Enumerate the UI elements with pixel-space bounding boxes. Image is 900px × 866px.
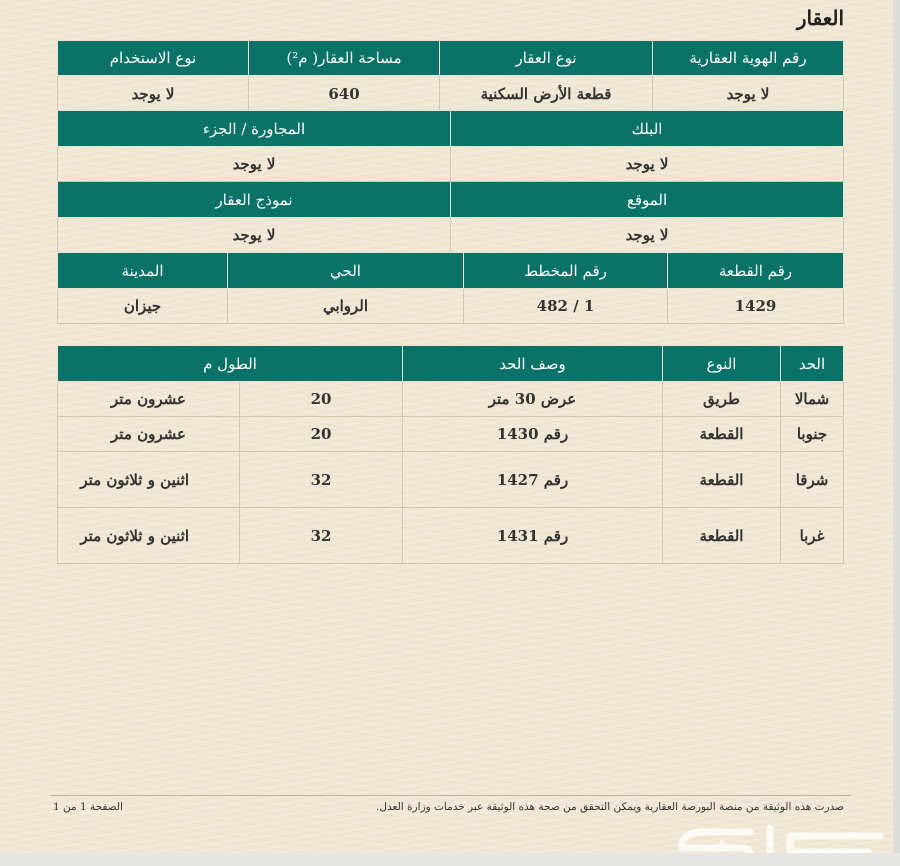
border-type: القطعة xyxy=(663,452,781,508)
table-row xyxy=(58,508,844,564)
page-number: الصفحة 1 من 1 xyxy=(53,801,123,813)
section-title: العقار xyxy=(796,6,844,30)
header-border-description: وصف الحد xyxy=(403,346,663,382)
border-length: 20 xyxy=(240,417,403,452)
border-type: القطعة xyxy=(663,417,781,452)
value-block: لا يوجد xyxy=(451,147,844,182)
property-table-row1 xyxy=(57,40,844,112)
border-length-text: اثنين و ثلاثون متر xyxy=(58,452,240,508)
header-plan-number: رقم المخطط xyxy=(464,253,668,289)
header-property-model: نموذج العقار xyxy=(58,182,451,218)
border-description: رقم 1431 xyxy=(403,508,663,564)
table-row xyxy=(58,417,844,452)
property-table-row2-3 xyxy=(57,110,844,253)
value-plot-number: 1429 xyxy=(668,289,844,324)
header-location: الموقع xyxy=(451,182,844,218)
header-border-type: النوع xyxy=(663,346,781,382)
border-type: القطعة xyxy=(663,508,781,564)
header-city: المدينة xyxy=(58,253,228,289)
value-location: لا يوجد xyxy=(451,218,844,253)
border-direction: شمالا xyxy=(781,382,844,417)
border-length-text: اثنين و ثلاثون متر xyxy=(58,508,240,564)
borders-table xyxy=(57,345,844,564)
header-plot-number: رقم القطعة xyxy=(668,253,844,289)
border-description: عرض 30 متر xyxy=(403,382,663,417)
border-description: رقم 1427 xyxy=(403,452,663,508)
border-direction: شرقا xyxy=(781,452,844,508)
border-direction: غربا xyxy=(781,508,844,564)
viewer-bottom-bar xyxy=(0,853,900,866)
header-usage-type: نوع الاستخدام xyxy=(58,41,249,76)
footer-divider xyxy=(50,795,851,796)
border-description: رقم 1430 xyxy=(403,417,663,452)
header-property-area: مساحة العقار( م²) xyxy=(249,41,440,76)
value-neighborhood-part: لا يوجد xyxy=(58,147,451,182)
border-length: 32 xyxy=(240,452,403,508)
border-length-text: عشرون متر xyxy=(58,417,240,452)
border-direction: جنوبا xyxy=(781,417,844,452)
border-length: 20 xyxy=(240,382,403,417)
table-row xyxy=(58,382,844,417)
value-city: جيزان xyxy=(58,289,228,324)
table-row xyxy=(58,452,844,508)
header-district: الحي xyxy=(228,253,464,289)
value-property-model: لا يوجد xyxy=(58,218,451,253)
header-property-id: رقم الهوية العقارية xyxy=(653,41,844,76)
header-block: البلك xyxy=(451,111,844,147)
footer-note: صدرت هذه الوثيقة من منصة البورصة العقارية ويمكن التحقق من صحة هذه الوثيقة عبر خدمات وزارة العدل. xyxy=(376,801,844,813)
border-length: 32 xyxy=(240,508,403,564)
viewer-scroll-edge xyxy=(893,0,900,866)
value-district: الروابي xyxy=(228,289,464,324)
header-neighborhood-part: المجاورة / الجزء xyxy=(58,111,451,147)
value-property-area: 640 xyxy=(249,76,440,112)
header-direction: الحد xyxy=(781,346,844,382)
border-length-text: عشرون متر xyxy=(58,382,240,417)
header-property-type: نوع العقار xyxy=(440,41,653,76)
value-plan-number: 1 / 482 xyxy=(464,289,668,324)
header-length: الطول م xyxy=(58,346,403,382)
value-property-id: لا يوجد xyxy=(653,76,844,112)
property-table-row4 xyxy=(57,252,844,324)
value-usage-type: لا يوجد xyxy=(58,76,249,112)
border-type: طريق xyxy=(663,382,781,417)
value-property-type: قطعة الأرض السكنية xyxy=(440,76,653,112)
